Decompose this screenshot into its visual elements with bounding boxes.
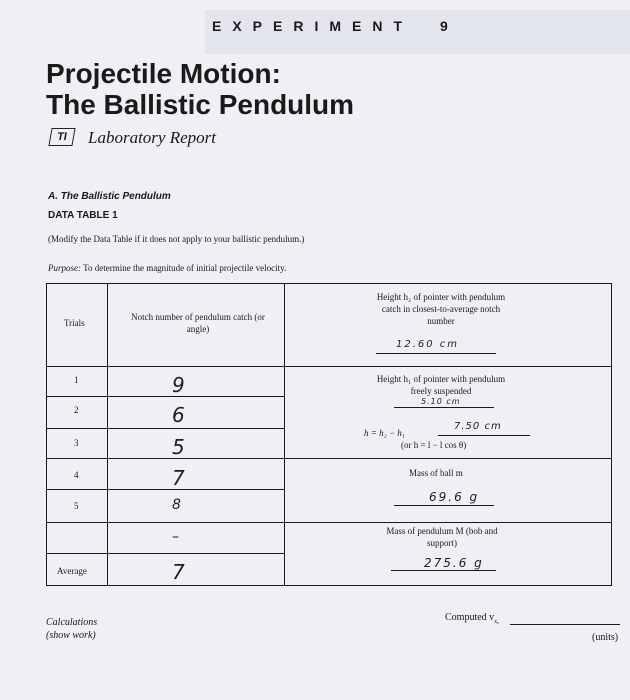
page-title-line2: The Ballistic Pendulum xyxy=(46,89,355,120)
section-heading: A. The Ballistic Pendulum xyxy=(48,191,171,202)
mass-pendulum-label: Mass of pendulum M (bob and support) xyxy=(386,526,498,548)
calc-line2: (show work) xyxy=(46,630,96,641)
mass-ball-label: Mass of ball m xyxy=(409,468,463,478)
h2-value: 12.60 cm xyxy=(396,339,460,350)
experiment-label: EXPERIMENT xyxy=(212,18,414,34)
notch-value-average: 7 xyxy=(172,560,185,584)
calculations-label xyxy=(46,616,97,642)
h-formula: h = h₂ − h₁ xyxy=(364,428,405,438)
purpose-text: To determine the magnitude of initial projectile velocity. xyxy=(83,263,287,273)
computed-label: Computed v xyxy=(445,612,495,623)
trial-label-2: 2 xyxy=(74,405,79,415)
mass-pendulum-value: 275.6 g xyxy=(424,556,484,570)
subtitle: Laboratory Report xyxy=(88,128,216,147)
purpose xyxy=(48,263,286,273)
col-trials-header: Trials xyxy=(64,318,85,328)
trial-label-3: 3 xyxy=(74,438,79,448)
modify-note: (Modify the Data Table if it does not apply to your ballistic pendulum.) xyxy=(48,234,305,244)
notch-value-4: 7 xyxy=(172,466,185,490)
mass-ball-value: 69.6 g xyxy=(429,490,480,504)
h2-label: Height h₂ of pointer with pendulum catch in closest-to-average notch number xyxy=(376,292,506,326)
purpose-label: Purpose: xyxy=(48,263,81,273)
notch-value-1: 9 xyxy=(172,373,185,397)
trial-label-5: 5 xyxy=(74,501,79,511)
computed-velocity xyxy=(445,612,499,625)
units-label: (units) xyxy=(592,632,619,643)
trial-label-4: 4 xyxy=(74,470,79,480)
notch-value-blank: – xyxy=(172,529,179,545)
computed-subscript: x₀ xyxy=(494,619,500,625)
trial-label-average: Average xyxy=(57,566,87,576)
data-table-label: DATA TABLE 1 xyxy=(48,210,118,221)
col-notch-header: Notch number of pendulum catch (or angle) xyxy=(131,312,265,334)
h1-value: 5.10 cm xyxy=(421,397,461,406)
data-table xyxy=(46,283,612,586)
ti-logo: TI xyxy=(48,128,75,146)
notch-value-2: 6 xyxy=(172,403,185,427)
calc-line1: Calculations xyxy=(46,617,98,628)
h1-label: Height h₁ of pointer with pendulum freely suspended xyxy=(376,374,506,396)
h-alt-formula: (or h = l − l cos θ) xyxy=(401,440,467,450)
h-value: 7.50 cm xyxy=(454,421,502,432)
trial-label-1: 1 xyxy=(74,375,79,385)
computed-answer-line[interactable] xyxy=(510,624,620,625)
notch-value-3: 5 xyxy=(172,435,185,459)
notch-value-5: 8 xyxy=(172,497,181,513)
page-title-line1: Projectile Motion: xyxy=(46,58,281,89)
experiment-number: 9 xyxy=(440,18,448,34)
